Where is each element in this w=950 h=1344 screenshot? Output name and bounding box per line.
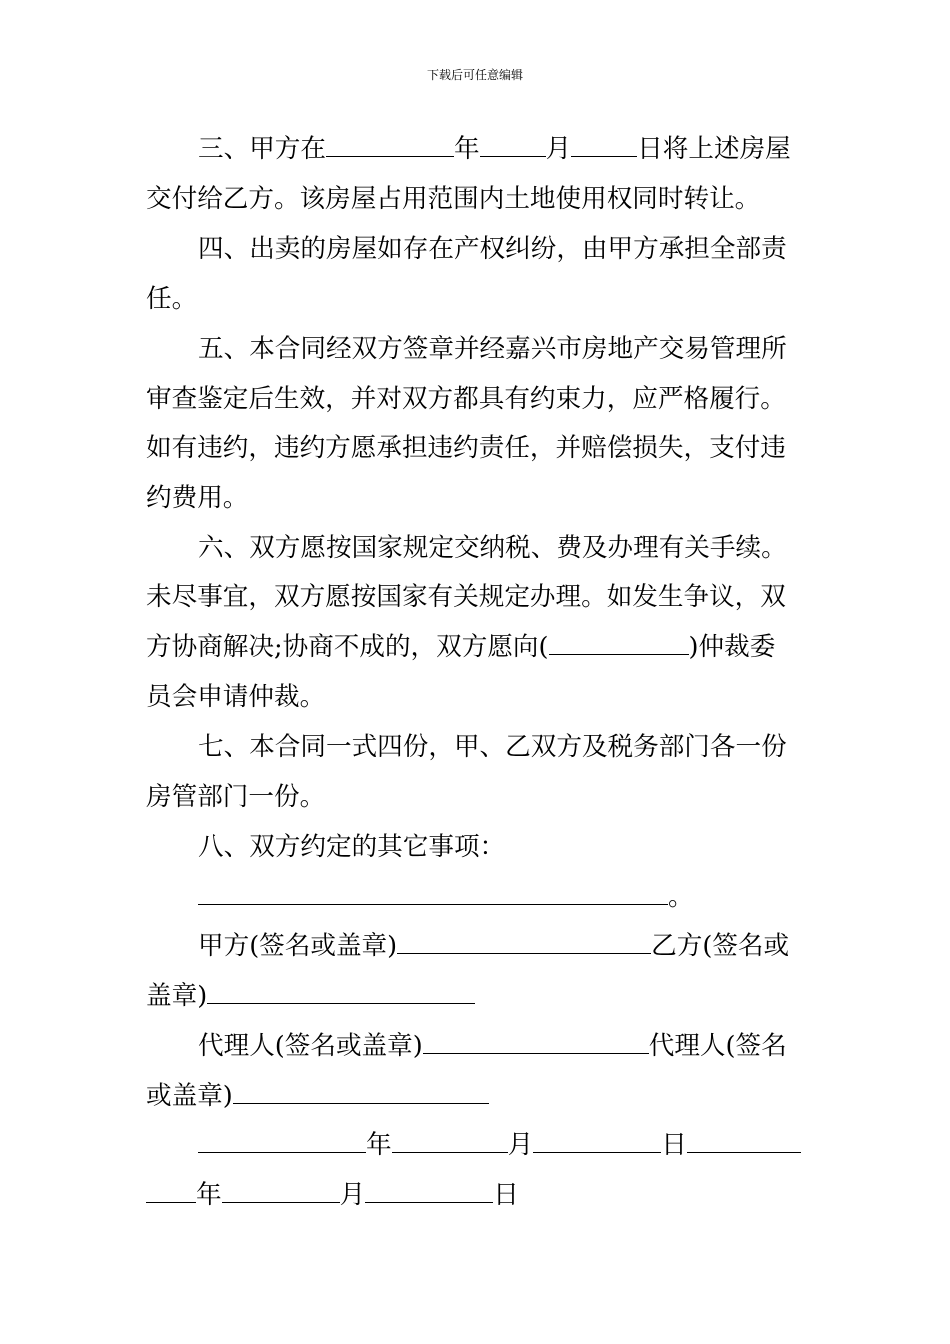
clause-5-line-1: 五、本合同经双方签章并经嘉兴市房地产交易管理所 (198, 334, 787, 364)
clause-5-line-2: 审查鉴定后生效，并对双方都具有约束力，应严格履行。 (146, 384, 786, 414)
clause-5-line-4: 约费用。 (146, 483, 249, 513)
text-segment: 年 (366, 1130, 392, 1160)
text-segment: 三、甲方在 (198, 134, 326, 164)
clause-6-line-1: 六、双方愿按国家规定交纳税、费及办理有关手续。 (198, 533, 787, 563)
clause-6-line-3 (146, 630, 775, 664)
text-segment: 月 (507, 1130, 534, 1160)
clause-3-line-2: 交付给乙方。该房屋占用范围内土地使用权同时转让。 (146, 184, 761, 214)
text-segment: 日 (493, 1180, 519, 1210)
blank-date2-year (146, 1180, 196, 1203)
date-line-2 (146, 1178, 519, 1212)
blank-date-month (392, 1130, 508, 1153)
text-segment: 或盖章) (146, 1081, 233, 1111)
clause-6-line-4: 员会申请仲裁。 (146, 682, 326, 712)
clause-8-line-1: 八、双方约定的其它事项： (198, 832, 506, 862)
blank-month (480, 134, 546, 157)
signature-party-b-line (146, 979, 475, 1013)
text-segment: 乙方(签名或 (651, 931, 790, 961)
clause-7-line-1: 七、本合同一式四份，甲、乙双方及税务部门各一份 (198, 732, 787, 762)
blank-other-matters (198, 882, 668, 905)
clause-3-line-1 (198, 132, 791, 166)
text-segment: 日 (661, 1130, 687, 1160)
blank-date2-month (222, 1180, 340, 1203)
blank-date-trailing (687, 1130, 801, 1153)
signature-agent-b-line (146, 1079, 489, 1113)
blank-date-day (533, 1130, 661, 1153)
blank-day (571, 134, 637, 157)
clause-7-line-2: 房管部门一份。 (146, 782, 326, 812)
clause-8-blank-line (198, 880, 694, 914)
blank-party-a (397, 931, 651, 954)
blank-year (326, 134, 454, 157)
clause-6-line-2: 未尽事宜，双方愿按国家有关规定办理。如发生争议，双 (146, 582, 786, 612)
blank-agent-b (233, 1081, 489, 1104)
text-segment: 甲方(签名或盖章) (198, 931, 398, 961)
text-segment: )仲裁委 (688, 632, 776, 662)
page-header: 下载后可任意编辑 (426, 68, 523, 82)
blank-arbitration (549, 632, 689, 655)
clause-4-line-2: 任。 (146, 284, 198, 314)
text-segment: 方协商解决;协商不成的，双方愿向( (146, 632, 549, 662)
blank-date-year (198, 1130, 366, 1153)
text-segment: 。 (668, 882, 694, 912)
text-segment: 代理人(签名 (648, 1031, 787, 1061)
text-segment: 日将上述房屋 (637, 134, 791, 164)
text-segment: 代理人(签名或盖章) (198, 1031, 423, 1061)
text-segment: 月 (339, 1180, 366, 1210)
clause-4-line-1: 四、出卖的房屋如存在产权纠纷，由甲方承担全部责 (198, 234, 787, 264)
text-segment: 年 (453, 134, 480, 164)
signature-party-a-line (198, 929, 789, 963)
blank-party-b (207, 981, 475, 1004)
date-line-1 (198, 1128, 801, 1162)
text-segment: 月 (545, 134, 572, 164)
blank-agent-a (423, 1031, 649, 1054)
blank-date2-day (365, 1180, 493, 1203)
clause-5-line-3: 如有违约，违约方愿承担违约责任，并赔偿损失，支付违 (146, 433, 786, 463)
signature-agent-a-line (198, 1029, 787, 1063)
text-segment: 盖章) (146, 981, 208, 1011)
text-segment: 年 (196, 1180, 222, 1210)
